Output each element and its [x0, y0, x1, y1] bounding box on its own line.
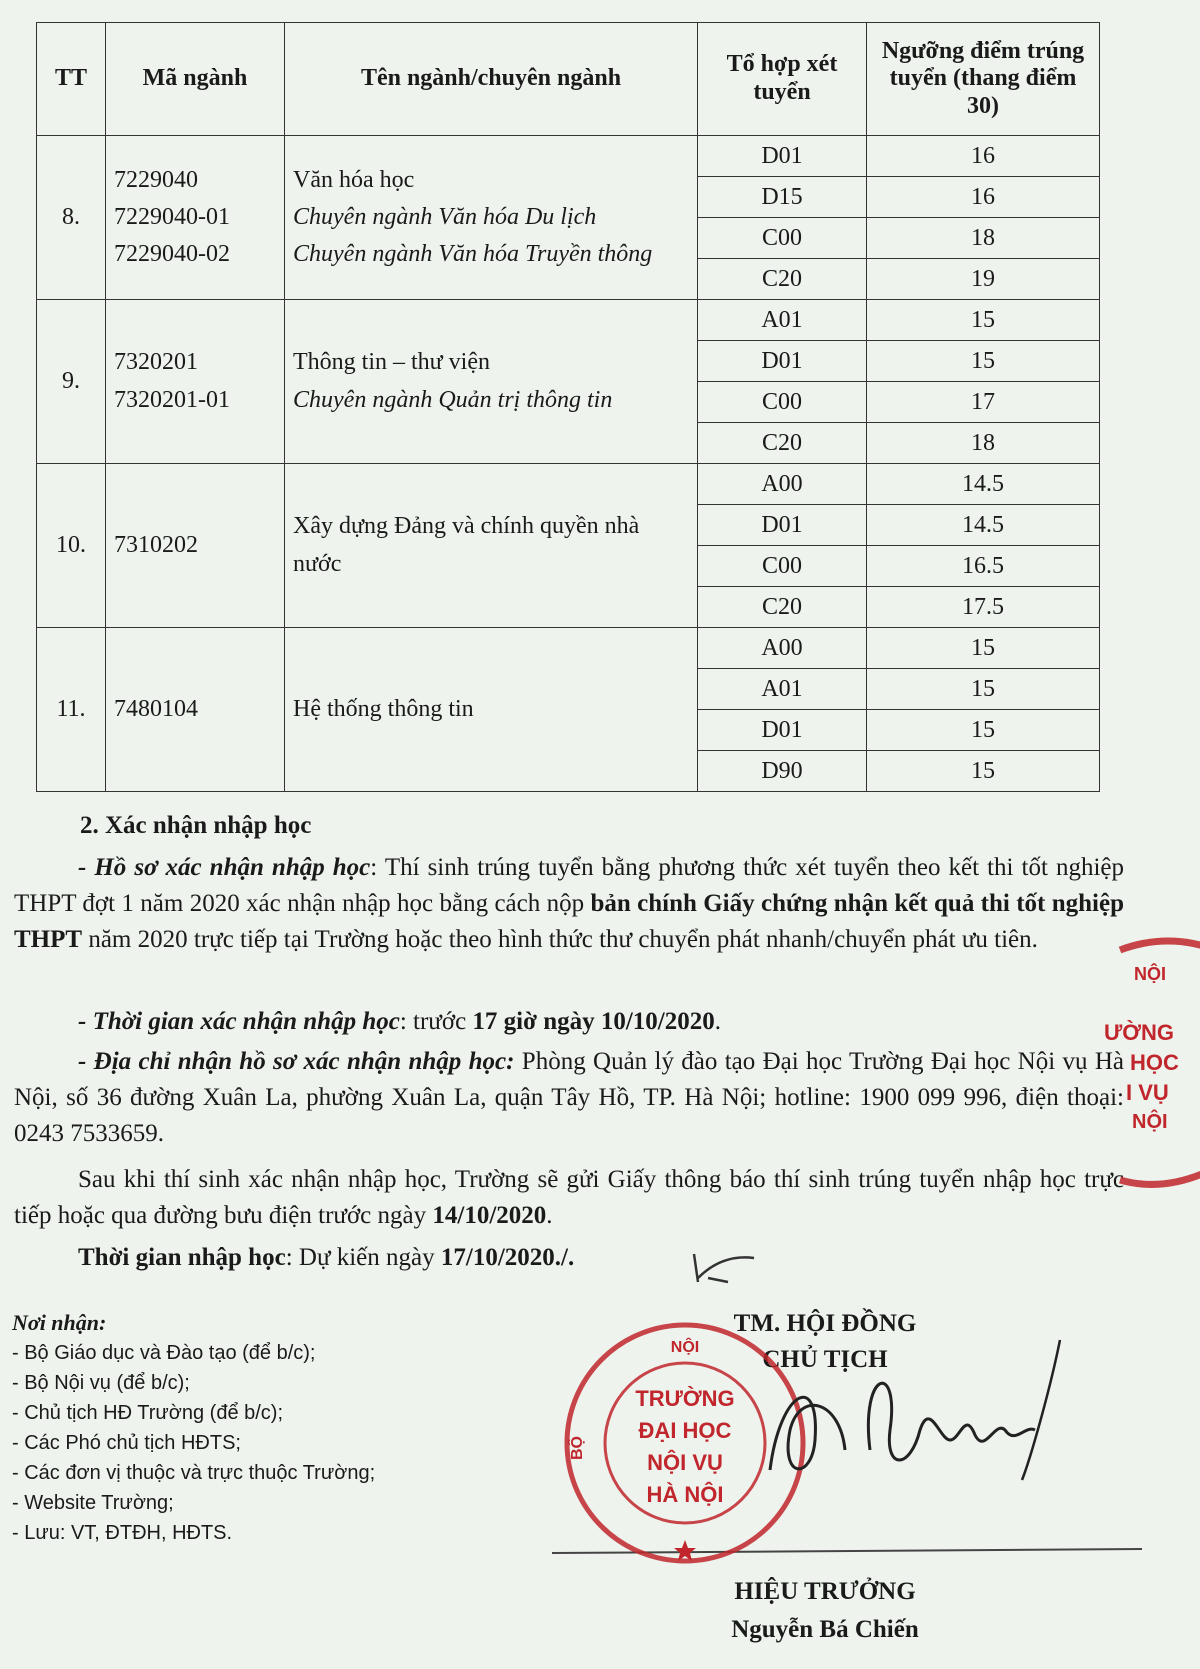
major-name-cell — [285, 628, 698, 792]
major-code: 7229040 — [114, 166, 198, 193]
dossier-text-1: : Thí sinh trúng tuyển bằng phương thức xét tuyển theo kết thi tốt nghiệp THPT đợt 1 năm 2020 xác nhận nhập học bằng cách nộp — [14, 854, 1124, 917]
stamp-line: HÀ NỘI — [646, 1482, 724, 1507]
recipient-item: - Bộ Giáo dục và Đào tạo (để b/c); — [12, 1342, 316, 1364]
subject-combination: D90 — [698, 751, 867, 792]
table-row — [37, 464, 1100, 505]
subject-combination: D01 — [698, 136, 867, 177]
sign-name: Nguyễn Bá Chiến — [731, 1616, 919, 1643]
stamp-line: TRƯỜNG — [635, 1386, 735, 1411]
handwritten-signature — [760, 1330, 1080, 1510]
paragraph-dossier — [14, 850, 1124, 958]
subject-combination: D01 — [698, 341, 867, 382]
subject-combination: A00 — [698, 628, 867, 669]
threshold-score: 15 — [867, 710, 1100, 751]
subject-combination: A01 — [698, 300, 867, 341]
major-code: 7320201 — [114, 349, 198, 376]
threshold-score: 18 — [867, 423, 1100, 464]
major-code: 7310202 — [114, 531, 198, 558]
threshold-score: 15 — [867, 628, 1100, 669]
sign-position: HIỆU TRƯỞNG — [734, 1578, 916, 1605]
enrollment-bold: 17/10/2020./. — [440, 1244, 575, 1271]
table-row — [37, 628, 1100, 669]
row-number: 9. — [37, 300, 106, 464]
sign-role: CHỦ TỊCH — [762, 1346, 888, 1373]
header-name: Tên ngành/chuyên ngành — [285, 23, 698, 136]
section-title: 2. Xác nhận nhập học — [80, 812, 312, 839]
specialization-name: Chuyên ngành Văn hóa Du lịch — [293, 203, 597, 230]
major-name-cell — [285, 300, 698, 464]
stamp-line: ĐẠI HỌC — [638, 1418, 732, 1443]
time-bold: 17 giờ ngày 10/10/2020 — [472, 1008, 715, 1035]
stamp-top-text: NỘI — [670, 1339, 700, 1356]
recipient-item: - Các đơn vị thuộc và trực thuộc Trường; — [12, 1462, 376, 1484]
threshold-score: 17.5 — [867, 587, 1100, 628]
threshold-score: 14.5 — [867, 464, 1100, 505]
edge-stamp-line: NỘI — [1134, 964, 1167, 984]
table-row — [37, 300, 1100, 341]
subject-combination: A01 — [698, 669, 867, 710]
recipient-item: - Bộ Nội vụ (để b/c); — [12, 1372, 190, 1394]
threshold-score: 16.5 — [867, 546, 1100, 587]
table-header-row — [37, 23, 1100, 136]
threshold-score: 15 — [867, 341, 1100, 382]
threshold-score: 16 — [867, 136, 1100, 177]
threshold-score: 15 — [867, 300, 1100, 341]
major-name: Văn hóa học — [293, 166, 415, 193]
major-name-cell — [285, 136, 698, 300]
address-label: - Địa chỉ nhận hồ sơ xác nhận nhập học: — [78, 1048, 515, 1075]
threshold-score: 15 — [867, 669, 1100, 710]
specialization-name: Chuyên ngành Văn hóa Truyền thông — [293, 241, 653, 268]
initial-mark — [688, 1248, 758, 1288]
threshold-score: 17 — [867, 382, 1100, 423]
dossier-text-2: năm 2020 trực tiếp tại Trường hoặc theo hình thức thư chuyển phát nhanh/chuyển phát ưu tiên. — [82, 926, 1038, 953]
major-code-cell — [106, 300, 285, 464]
header-code: Mã ngành — [106, 23, 285, 136]
subject-combination: C00 — [698, 218, 867, 259]
subject-combination: C20 — [698, 587, 867, 628]
major-code-cell — [106, 628, 285, 792]
header-combo: Tổ hợp xét tuyển — [698, 23, 867, 136]
major-code: 7229040-01 — [114, 203, 230, 230]
subject-combination: A00 — [698, 464, 867, 505]
stamp-star-icon — [674, 1540, 696, 1561]
paragraph-time — [14, 1004, 1124, 1040]
subject-combination: D01 — [698, 505, 867, 546]
time-label: - Thời gian xác nhận nhập học — [78, 1008, 400, 1035]
time-text-2: . — [714, 1008, 722, 1035]
edge-stamp-line: ƯỜNG — [1104, 1020, 1175, 1045]
recipient-item: - Website Trường; — [12, 1492, 174, 1514]
edge-stamp-line: I VỤ — [1126, 1080, 1169, 1105]
row-number: 11. — [37, 628, 106, 792]
address-text: Phòng Quản lý đào tạo Đại học Trường Đại học Nội vụ Hà Nội, số 36 đường Xuân La, phường Xuân La, quận Tây Hồ, TP. Hà Nội; hotline: 1900 099 996, điện thoại: 0243 7533659. — [14, 1048, 1124, 1147]
dossier-label: - Hồ sơ xác nhận nhập học — [78, 854, 371, 881]
major-name: Hệ thống thông tin — [293, 695, 474, 722]
dossier-bold: bản chính Giấy chứng nhận kết quả thi tốt nghiệp THPT — [14, 890, 1124, 953]
recipient-item: - Lưu: VT, ĐTĐH, HĐTS. — [12, 1522, 233, 1544]
header-tt: TT — [37, 23, 106, 136]
row-number: 8. — [37, 136, 106, 300]
time-text-1: : trước — [399, 1008, 473, 1035]
major-code: 7320201-01 — [114, 386, 230, 413]
major-code-cell — [106, 136, 285, 300]
recipients-title: Nơi nhận: — [12, 1310, 107, 1335]
major-name-cell — [285, 464, 698, 628]
enrollment-label: Thời gian nhập học — [78, 1244, 286, 1271]
edge-stamp — [1104, 930, 1200, 1200]
enrollment-text: : Dự kiến ngày — [285, 1244, 441, 1271]
paragraph-notice — [14, 1162, 1124, 1234]
edge-stamp-line: NỘI — [1132, 1111, 1168, 1133]
recipient-item: - Chủ tịch HĐ Trường (để b/c); — [12, 1402, 284, 1424]
threshold-score: 15 — [867, 751, 1100, 792]
subject-combination: D15 — [698, 177, 867, 218]
stamp-line: NỘI VỤ — [647, 1450, 723, 1475]
header-score: Ngưỡng điểm trúng tuyển (thang điểm 30) — [867, 23, 1100, 136]
major-code: 7480104 — [114, 695, 198, 722]
paragraph-enrollment — [14, 1240, 1124, 1276]
sign-org: TM. HỘI ĐỒNG — [733, 1310, 917, 1337]
threshold-score: 16 — [867, 177, 1100, 218]
subject-combination: D01 — [698, 710, 867, 751]
recipient-item: - Các Phó chủ tịch HĐTS; — [12, 1432, 241, 1454]
row-number: 10. — [37, 464, 106, 628]
edge-stamp-line: HỌC — [1130, 1050, 1179, 1075]
notice-text-2: . — [546, 1202, 553, 1229]
subject-combination: C20 — [698, 259, 867, 300]
threshold-score: 19 — [867, 259, 1100, 300]
subject-combination: C00 — [698, 382, 867, 423]
paragraph-address — [14, 1044, 1124, 1152]
table-body — [37, 136, 1100, 792]
notice-text-1: Sau khi thí sinh xác nhận nhập học, Trường sẽ gửi Giấy thông báo thí sinh trúng tuyển nhập học trực tiếp hoặc qua đường bưu điện trước ngày — [14, 1166, 1124, 1229]
major-name: Xây dựng Đảng và chính quyền nhà nước — [293, 513, 640, 577]
threshold-score: 18 — [867, 218, 1100, 259]
admission-score-table — [36, 22, 1100, 792]
specialization-name: Chuyên ngành Quản trị thông tin — [293, 386, 613, 413]
recipients-block — [12, 1308, 375, 1548]
major-code-cell — [106, 464, 285, 628]
subject-combination: C00 — [698, 546, 867, 587]
notice-bold: 14/10/2020 — [432, 1202, 547, 1229]
major-name: Thông tin – thư viện — [293, 349, 490, 376]
stamp-side-text: BỘ — [569, 1436, 586, 1460]
subject-combination: C20 — [698, 423, 867, 464]
threshold-score: 14.5 — [867, 505, 1100, 546]
major-code: 7229040-02 — [114, 241, 230, 268]
table-row — [37, 136, 1100, 177]
